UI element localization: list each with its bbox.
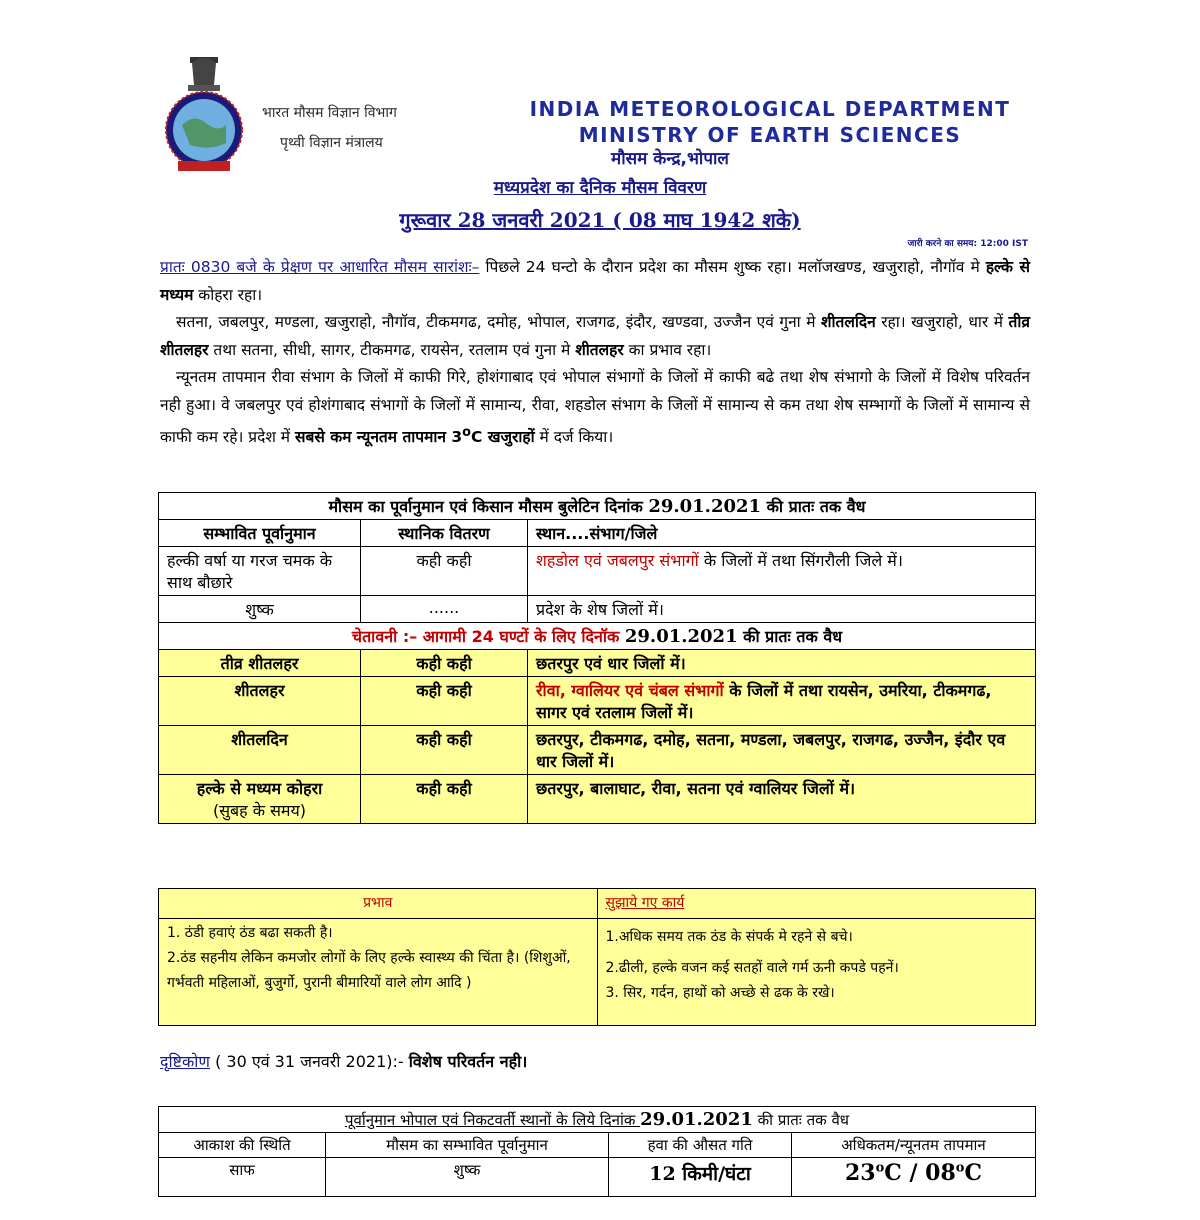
suggested-actions-list <box>597 919 1036 1026</box>
weather-summary <box>160 254 1030 452</box>
summary-para-1: प्रातः 0830 बजे के प्रेक्षण पर आधारित मौसम सारांशः– पिछले 24 घन्टो के दौरान प्रदेश का मौसम शुष्क रहा। मलॉजखण्ड, खजुराहो, नौगॉव मे हल्के से मध्यम कोहरा रहा। <box>160 258 1030 304</box>
distribution-col-header: स्थानिक वितरण <box>361 520 528 547</box>
forecast-row2-dist: ...... <box>361 596 528 623</box>
wind-col-header: हवा की औसत गति <box>609 1133 792 1158</box>
forecast-row1-type: हल्की वर्षा या गरज चमक के साथ बौछारे <box>159 547 361 596</box>
weather-value: शुष्क <box>326 1158 609 1197</box>
impact-item: 1. ठंडी हवाएं ठंड बढा सकती है। <box>167 925 333 941</box>
weather-col-header: मौसम का सम्भावित पूर्वानुमान <box>326 1133 609 1158</box>
impact-table <box>158 888 1036 1026</box>
action-item: 3. सिर, गर्दन, हाथों को अच्छे से ढक के रखे। <box>605 985 835 1001</box>
warning-row: हल्के से मध्यम कोहरा (सुबह के समय) कही कही छतरपुर, बालाघाट, रीवा, सतना एवं ग्वालियर जिलों में। <box>159 775 1036 824</box>
temp-col-header: अधिकतम/न्यूनतम तापमान <box>792 1133 1036 1158</box>
warning-title: चेतावनी :– आगामी 24 घण्टों के लिए दिनॉक 29.01.2021 की प्रातः तक वैध <box>159 623 1036 650</box>
forecast-row2-area: प्रदेश के शेष जिलों में। <box>528 596 1036 623</box>
centre-name: मौसम केन्द्र,भोपाल <box>611 149 729 169</box>
hindi-org-line1: भारत मौसम विज्ञान विभाग <box>262 105 397 121</box>
sky-col-header: आकाश की स्थिति <box>159 1133 326 1158</box>
forecast-row1-area: शहडोल एवं जबलपुर संभागों के जिलों में तथा सिंगरौली जिले में। <box>528 547 1036 596</box>
impact-header: प्रभाव <box>159 889 598 919</box>
warning-row: शीतलहर कही कही रीवा, ग्वालियर एवं चंबल संभागों के जिलों में तथा रायसेन, उमरिया, टीकमगढ, सागर एवं रतलाम जिलों में। <box>159 677 1036 726</box>
impact-list <box>159 919 598 1026</box>
forecast-col-header: सम्भावित पूर्वानुमान <box>159 520 361 547</box>
hindi-org-line2: पृथ्वी विज्ञान मंत्रालय <box>280 135 383 151</box>
summary-lead: प्रातः 0830 बजे के प्रेक्षण पर आधारित मौसम सारांशः– <box>160 258 480 276</box>
date-line: गुरूवार 28 जनवरी 2021 ( 08 माघ 1942 शके) <box>399 208 801 232</box>
forecast-title: मौसम का पूर्वानुमान एवं किसान मौसम बुलेटिन दिनांक 29.01.2021 की प्रातः तक वैध <box>159 493 1036 520</box>
english-org-line2: MINISTRY OF EARTH SCIENCES <box>578 123 962 147</box>
english-org-line1: INDIA METEOROLOGICAL DEPARTMENT <box>529 97 1011 121</box>
warning-row: शीतलदिन कही कही छतरपुर, टीकमगढ, दमोह, सतना, मण्डला, जबलपुर, राजगढ, उज्जैन, इंदौर एव धार जिलों में। <box>159 726 1036 775</box>
outlook: दृष्टिकोण ( 30 एवं 31 जनवरी 2021):- विशेष परिवर्तन नही। <box>160 1052 528 1071</box>
forecast-row1-dist: कही कही <box>361 547 528 596</box>
sky-value: साफ <box>159 1158 326 1197</box>
forecast-row2-type: शुष्क <box>159 596 361 623</box>
warning-row: तीव्र शीतलहर कही कही छतरपुर एवं धार जिलों में। <box>159 650 1036 677</box>
bhopal-forecast-table <box>158 1106 1036 1197</box>
bulletin-title: मध्यप्रदेश का दैनिक मौसम विवरण <box>493 178 707 198</box>
action-item: 1.अधिक समय तक ठंड के संपर्क मे रहने से बचे। <box>605 929 853 945</box>
summary-para-3: न्यूनतम तापमान रीवा संभाग के जिलों में काफी गिरे, होशंगाबाद एवं भोपाल संभागों के जिलों में काफी बढे तथा शेष संभागो के जिलों में विशेष परिवर्तन नही हुआ। वे जबलपुर एवं होशंगाबाद संभागों के जिलों में सामान्य, रीवा, शहडोल संभाग के जिलों में सामान्य से कम तथा शेष सम्भागों के जिलों में सामान्य से काफी कम रहे। प्रदेश में सबसे कम न्यूनतम तापमान 3$^o$C खजुराहों में दर्ज किया। <box>160 368 1030 447</box>
bhopal-forecast-title: पूर्वानुमान भोपाल एवं निकटवर्ती स्थानों के लिये दिनांक 29.01.2021 की प्रातः तक वैध <box>159 1107 1036 1133</box>
english-org-name <box>520 96 1020 148</box>
impact-item: 2.ठंड सहनीय लेकिन कमजोर लोगों के लिए हल्के स्वास्थ्य की चिंता है। (शिशुओं, गर्भवती महिलाओं, बुजुर्गो, पुरानी बीमारियों वाले लोग आदि ) <box>167 950 571 991</box>
action-item: 2.ढीली, हल्के वजन कई सतहों वाले गर्म ऊनी कपडे पहनें। <box>605 960 899 976</box>
temp-value: 23$^o$C / 08$^o$C <box>792 1158 1036 1197</box>
wind-value: 12 किमी/घंटा <box>609 1158 792 1197</box>
outlook-label: दृष्टिकोण <box>160 1052 210 1071</box>
summary-para-2: सतना, जबलपुर, मण्डला, खजुराहो, नौगॉव, टीकमगढ, दमोह, भोपाल, राजगढ, इंदौर, खण्डवा, उज्जैन एवं गुना मे शीतलदिन रहा। खजुराहो, धार में तीव्र शीतलहर तथा सतना, सीधी, सागर, टीकमगढ, रायसेन, रतलाम एवं गुना मे शीतलहर का प्रभाव रहा। <box>160 313 1030 359</box>
location-col-header: स्थान....संभाग/जिले <box>528 520 1036 547</box>
issued-time: जारी करने का समय: 12:00 IST <box>907 239 1028 249</box>
forecast-warning-table <box>158 492 1036 824</box>
suggested-actions-header: सुझाये गए कार्य <box>597 889 1036 919</box>
